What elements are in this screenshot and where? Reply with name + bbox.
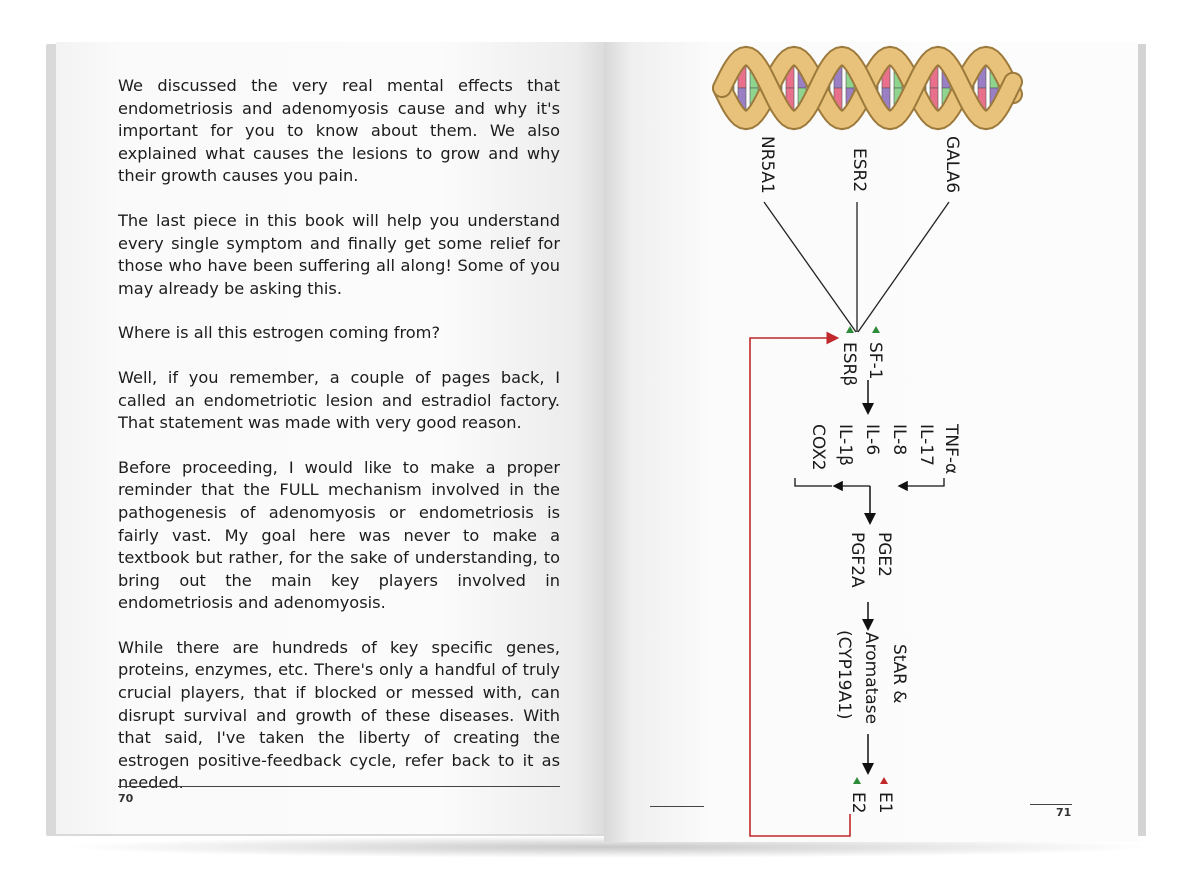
gene-label-nr5a1: NR5A1 — [757, 136, 777, 194]
connector-gala6 — [858, 202, 949, 332]
up-arrow-icon — [853, 777, 861, 784]
cytokine-il1b: IL-1β — [835, 424, 855, 466]
cytokine-il6: IL-6 — [862, 424, 882, 456]
paragraph: The last piece in this book will help you understand every single symptom and finally get some relief for those who have been suffering all along! Some of you may already be asking this. — [118, 210, 560, 298]
feedback-loop-arrow — [750, 338, 850, 836]
cytokine-il17: IL-17 — [916, 424, 936, 466]
enzyme-aromatase: Aromatase — [861, 632, 881, 725]
prostaglandin-pge2: PGE2 — [874, 532, 894, 577]
gene-label-esr2: ESR2 — [849, 148, 869, 193]
paragraph: We discussed the very real mental effects that endometriosis and adenomyosis cause and why it's important for you to know about them. We also explained what causes the lesions to grow and why their growth causes you pain. — [118, 76, 560, 186]
paragraph: Where is all this estrogen coming from? — [118, 323, 441, 343]
receptor-sf1: SF-1 — [865, 342, 885, 380]
connector-nr5a1 — [764, 202, 856, 332]
receptor-esrb: ESRβ — [839, 342, 859, 387]
enzyme-star: StAR & — [889, 644, 909, 704]
paragraph: Well, if you remember, a couple of pages back, I called an endometriotic lesion and estradiol factory. That statement was made with very good reason. — [118, 367, 560, 433]
cytokine-il8: IL-8 — [889, 424, 909, 456]
up-arrow-icon — [872, 326, 880, 333]
enzyme-cyp19a1: (CYP19A1) — [834, 630, 854, 720]
bracket-cox2 — [795, 478, 801, 486]
prostaglandin-pgf2a: PGF2A — [847, 532, 867, 588]
estrogen-feedback-diagram — [604, 30, 1124, 850]
up-arrow-icon — [880, 777, 888, 784]
paragraph: While there are hundreds of key specific genes, proteins, enzymes, etc. There's only a handful of truly crucial players, that if blocked or messed with, can disrupt survival and growth of these diseases. With that said, I've taken the liberty of creating the estrogen positive-feedback cycle, refer back to it as needed. — [118, 637, 560, 793]
left-page-text — [118, 75, 560, 817]
footer-rule-left — [118, 786, 560, 787]
cytokine-tnfa: TNF-α — [941, 424, 961, 475]
cytokine-cox2: COX2 — [808, 424, 828, 471]
bracket-tnf — [938, 478, 944, 486]
estrogen-e2: E2 — [848, 792, 868, 814]
estrogen-e1: E1 — [875, 792, 895, 814]
gene-label-gala6: GALA6 — [942, 136, 962, 194]
page-number-right: 71 — [1056, 806, 1072, 819]
paragraph: Before proceeding, I would like to make a proper reminder that the FULL mechanism involved in the pathogenesis of adenomyosis or endometriosis is fairly vast. My goal here was never to make a textbook but rather, for the sake of understanding, to bring out the main key players involved in endometriosis and adenomyosis. — [118, 457, 560, 613]
dna-helix-icon — [722, 56, 1013, 120]
page-number-left: 70 — [118, 792, 134, 805]
